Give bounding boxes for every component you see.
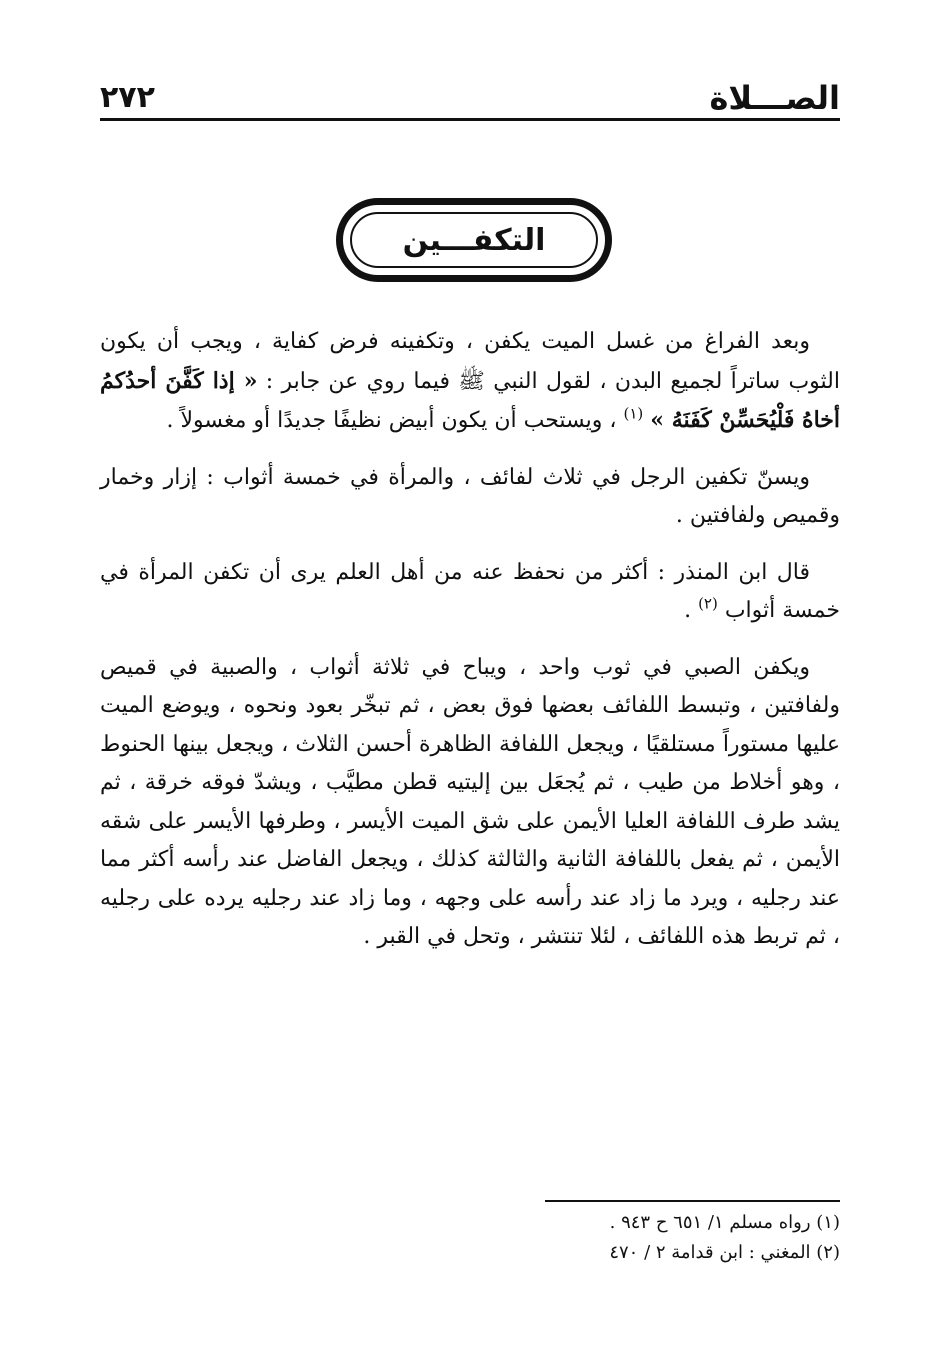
header-divider bbox=[100, 118, 840, 121]
paragraph-2 bbox=[100, 459, 840, 536]
paragraph-2-text: ويسنّ تكفين الرجل في ثلاث لفائف ، والمرأة في خمسة أثواب : إزار وخمار وقميص ولفافتين . bbox=[100, 464, 840, 528]
paragraph-3 bbox=[100, 554, 840, 631]
paragraph-3-text-a: قال ابن المنذر : أكثر من نحفظ عنه من أهل العلم يرى أن تكفن المرأة في خمسة أثواب bbox=[100, 559, 840, 623]
running-header bbox=[100, 72, 840, 120]
paragraph-1 bbox=[100, 323, 840, 441]
footnote-divider bbox=[545, 1200, 840, 1202]
footnote-ref-2: (٢) bbox=[698, 594, 718, 613]
paragraph-4-text: ويكفن الصبي في ثوب واحد ، ويباح في ثلاثة أثواب ، والصبية في قميص ولفافتين ، وتبسط اللفائف بعضها فوق بعض ، ثم تبخّر بعود ونحوه ، ويوضع الميت عليها مستوراً مستلقيًا ، ويجعل اللفافة الظاهرة أحسن الثلاث ، ويجعل بينها الحنوط ، وهو أخلاط من طيب ، ثم يُجعَل بين إليتيه قطن مطيَّب ، ويشدّ فوقه خرقة ، ثم يشد طرف اللفافة العليا الأيمن على شق الميت الأيسر ، وطرفها الأيسر على شقه الأيمن ، ثم يفعل باللفافة الثانية والثالثة كذلك ، ويجعل الفاضل عند رأسه أكثر مما عند رجليه ، ويرد ما زاد عند رأسه على وجهه ، وما زاد عند رجليه يرده على رجليه ، ثم تربط هذه اللفائف ، لئلا تنتشر ، وتحل في القبر . bbox=[100, 654, 840, 949]
footnote-1: (١) رواه مسلم ١/ ٦٥١ ح ٩٤٣ . bbox=[609, 1212, 840, 1233]
body-text bbox=[100, 323, 840, 975]
hadith-quote: « إذا كَفَّنَ أحدُكمُ أخاهُ فَلْيُحَسِّنْ كَفَنَهُ » bbox=[100, 367, 840, 433]
footnote-2: (٢) المغني : ابن قدامة ٢ / ٤٧٠ bbox=[609, 1242, 840, 1263]
paragraph-3-text-b: . bbox=[684, 598, 699, 623]
paragraph-4 bbox=[100, 649, 840, 957]
paragraph-1-text-b: ، ويستحب أن يكون أبيض نظيفًا جديدًا أو مغسولاً . bbox=[166, 408, 624, 433]
footnote-ref-1: (١) bbox=[623, 404, 644, 423]
footnotes bbox=[320, 1208, 840, 1268]
paragraph-1-text-a: وبعد الفراغ من غسل الميت يكفن ، وتكفينه فرض كفاية ، ويجب أن يكون الثوب ساتراً لجميع البدن ، لقول النبي ﷺ فيما روي عن جابر : bbox=[100, 329, 840, 394]
page-number: ٢٧٢ bbox=[100, 80, 155, 115]
section-title: التكفـــين bbox=[402, 223, 546, 258]
chapter-title: الصـــلاة bbox=[709, 79, 840, 117]
